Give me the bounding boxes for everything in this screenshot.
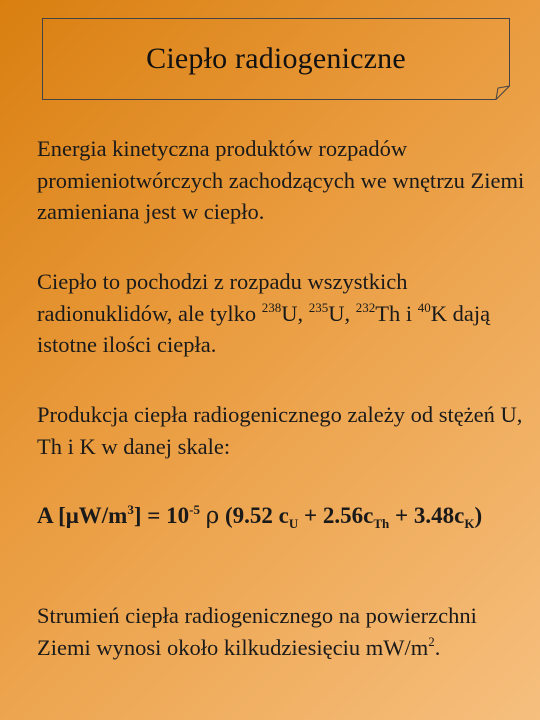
formula-term-u: (9.52 c <box>224 503 289 528</box>
isotope-element-th232: Th i <box>375 300 413 326</box>
formula-exponent: -5 <box>189 502 200 517</box>
formula-term-th: + 2.56c <box>304 503 374 528</box>
formula-sub-u: U <box>288 516 299 531</box>
formula-lhs-exponent: 3 <box>127 502 134 517</box>
isotope-mass-th232: 232 <box>355 299 376 315</box>
page-title: Ciepło radiogeniczne <box>146 42 406 75</box>
isotope-element-u238: U, <box>281 300 304 326</box>
isotope-element-u235: U, <box>328 300 351 326</box>
formula-term-k: + 3.48c <box>394 503 465 528</box>
heat-flux-end: . <box>434 634 441 660</box>
isotope-element-k40: K <box>430 300 447 326</box>
heat-flux-text: Strumień ciepła radiogenicznego na powierzchni Ziemi wynosi około kilkudziesięciu mW/m <box>37 603 477 660</box>
radionuclides-intro: Ciepło to pochodzi z rozpadu wszystkich radionuklidów, ale tylko <box>37 269 408 326</box>
isotope-mass-u235: 235 <box>308 299 329 315</box>
isotope-mass-u238: 238 <box>261 299 282 315</box>
heat-production-formula <box>37 500 532 532</box>
formula-sub-th: Th <box>373 516 390 531</box>
formula-rho: ρ <box>205 503 220 529</box>
paragraph-kinetic-energy: Energia kinetyczna produktów rozpadów promieniotwórczych zachodzących we wnętrzu Ziemi zamieniana jest w ciepło. <box>37 136 525 224</box>
isotope-mass-k40: 40 <box>417 299 431 315</box>
title-box <box>42 18 510 100</box>
formula-equals: ] = 10 <box>133 503 190 528</box>
radionuclides-outro: dają istotne ilości ciepła. <box>37 300 491 357</box>
formula-sub-k: K <box>464 516 475 531</box>
formula-lhs: A [μW/m <box>37 503 128 528</box>
paragraph-heat-production: Produkcja ciepła radiogenicznego zależy od stężeń U, Th i K w danej skale: <box>37 402 523 459</box>
paragraph-radionuclides <box>37 266 532 361</box>
heat-flux-exponent: 2 <box>428 633 435 649</box>
paragraph-heat-flux <box>37 600 532 663</box>
formula-close: ) <box>474 503 483 528</box>
